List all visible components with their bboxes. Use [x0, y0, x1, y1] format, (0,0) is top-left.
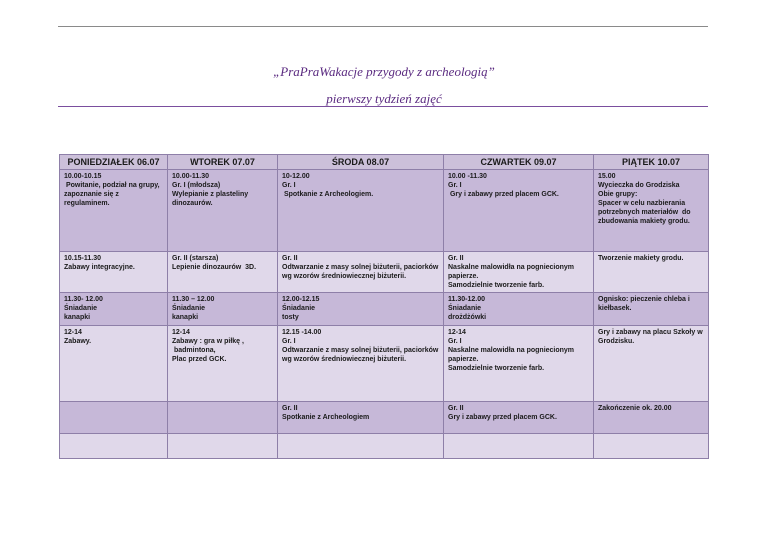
schedule-cell-wednesday — [278, 170, 444, 252]
schedule-cell-monday — [60, 326, 168, 402]
cell-text-line: 10.00 -11.30 — [448, 173, 487, 180]
cell-text-line: Gr. II — [282, 255, 298, 262]
schedule-cell-thursday — [444, 170, 594, 252]
cell-text-line: Odtwarzanie z masy solnej biżuterii, paciorków wg wzorów średniowiecznej biżuterii. — [282, 264, 441, 280]
header-day-wednesday: ŚRODA 08.07 — [278, 155, 444, 170]
schedule-row — [60, 402, 709, 434]
schedule-cell-thursday — [444, 434, 594, 459]
cell-text-line: Gry i zabawy na placu Szkoły w Grodzisku. — [598, 329, 705, 345]
cell-text-line: 10.00-11.30 — [172, 173, 209, 180]
header-day-monday: PONIEDZIAŁEK 06.07 — [60, 155, 168, 170]
schedule-cell-tuesday — [168, 293, 278, 326]
cell-text-line: Odtwarzanie z masy solnej biżuterii, paciorków wg wzorów średniowiecznej biżuterii. — [282, 347, 441, 363]
schedule-cell-wednesday — [278, 252, 444, 293]
cell-text-line: 15.00 — [598, 173, 616, 180]
schedule-cell-tuesday — [168, 434, 278, 459]
cell-text-line: Gr. I — [448, 182, 462, 189]
cell-text-line: kanapki — [172, 314, 199, 321]
cell-text-line: 12.15 -14.00 — [282, 329, 322, 336]
cell-text-line: 11.30 – 12.00 — [172, 296, 215, 303]
cell-text-line: 12.00-12.15 — [282, 296, 320, 303]
cell-text-line: Ognisko: pieczenie chleba i kiełbasek. — [598, 296, 692, 312]
schedule-cell-friday — [594, 326, 709, 402]
schedule-cell-thursday — [444, 293, 594, 326]
cell-text-line: Samodzielnie tworzenie farb. — [448, 282, 545, 289]
cell-text-line: Spotkanie z Archeologiem. — [282, 191, 374, 198]
schedule-cell-friday — [594, 402, 709, 434]
cell-text-line: Tworzenie makiety grodu. — [598, 255, 684, 262]
schedule-cell-tuesday — [168, 326, 278, 402]
cell-text-line: Wycieczka do Grodziska — [598, 182, 680, 189]
schedule-cell-monday — [60, 434, 168, 459]
cell-text-line: Lepienie dinozaurów 3D. — [172, 264, 257, 271]
cell-text-line: badmintona, — [172, 347, 216, 354]
cell-text-line: 11.30- 12.00 — [64, 296, 103, 303]
cell-text-line: Śniadanie — [282, 305, 316, 312]
schedule-cell-thursday — [444, 326, 594, 402]
schedule-cell-wednesday — [278, 434, 444, 459]
cell-text-line: Gry i zabawy przed placem GCK. — [448, 414, 557, 421]
cell-text-line: Gry i zabawy przed placem GCK. — [448, 191, 559, 198]
cell-text-line: Wylepianie z plasteliny dinozaurów. — [172, 191, 251, 207]
schedule-cell-monday — [60, 252, 168, 293]
header-day-thursday: CZWARTEK 09.07 — [444, 155, 594, 170]
cell-text-line: tosty — [282, 314, 299, 321]
schedule-row — [60, 170, 709, 252]
cell-text-line: Naskalne malowidła na pogniecionym papierze. — [448, 264, 576, 280]
document-subtitle: pierwszy tydzień zajęć — [326, 91, 442, 106]
cell-text-line: 12-14 — [172, 329, 190, 336]
schedule-cell-friday — [594, 170, 709, 252]
cell-text-line: Śniadanie — [64, 305, 98, 312]
schedule-cell-friday — [594, 252, 709, 293]
cell-text-line: 11.30-12.00 — [448, 296, 485, 303]
cell-text-line: Obie grupy: — [598, 191, 638, 198]
cell-text-line: Zakończenie ok. 20.00 — [598, 405, 672, 412]
cell-text-line: 12-14 — [64, 329, 82, 336]
top-rule — [58, 26, 708, 27]
schedule-cell-wednesday — [278, 402, 444, 434]
schedule-row — [60, 326, 709, 402]
schedule-row — [60, 252, 709, 293]
header-day-friday: PIĄTEK 10.07 — [594, 155, 709, 170]
cell-text-line: Zabawy integracyjne. — [64, 264, 135, 271]
title-rule — [58, 106, 708, 107]
cell-text-line: Gr. I — [282, 338, 296, 345]
schedule-cell-thursday — [444, 252, 594, 293]
cell-text-line: Śniadanie — [172, 305, 206, 312]
schedule-cell-tuesday — [168, 252, 278, 293]
cell-text-line: Zabawy : gra w piłkę , — [172, 338, 244, 345]
cell-text-line: Spotkanie z Archeologiem — [282, 414, 370, 421]
cell-text-line: 10-12.00 — [282, 173, 310, 180]
schedule-cell-friday — [594, 293, 709, 326]
schedule-cell-monday — [60, 170, 168, 252]
cell-text-line: kanapki — [64, 314, 91, 321]
schedule-cell-wednesday — [278, 293, 444, 326]
cell-text-line: Zabawy. — [64, 338, 92, 345]
schedule-cell-monday — [60, 293, 168, 326]
cell-text-line: Naskalne malowidła na pogniecionym papierze. — [448, 347, 576, 363]
cell-text-line: Gr. II — [282, 405, 298, 412]
cell-text-line: Gr. I — [448, 338, 462, 345]
cell-text-line: Samodzielnie tworzenie farb. — [448, 365, 545, 372]
cell-text-line: Gr. II — [448, 405, 464, 412]
cell-text-line: Spacer w celu nazbierania potrzebnych materiałów do zbudowania makiety grodu. — [598, 200, 693, 225]
schedule-body — [60, 170, 709, 459]
schedule-cell-wednesday — [278, 326, 444, 402]
schedule-cell-monday — [60, 402, 168, 434]
header-day-tuesday: WTOREK 07.07 — [168, 155, 278, 170]
schedule-cell-tuesday — [168, 402, 278, 434]
cell-text-line: Gr. II (starsza) — [172, 255, 219, 262]
cell-text-line: 10.15-11.30 — [64, 255, 101, 262]
cell-text-line: Powitanie, podział na grupy, zapoznanie się z regulaminem. — [64, 182, 162, 207]
cell-text-line: 12-14 — [448, 329, 466, 336]
cell-text-line: Gr. I — [282, 182, 296, 189]
cell-text-line: drożdżówki — [448, 314, 487, 321]
cell-text-line: Plac przed GCK. — [172, 356, 227, 363]
cell-text-line: Gr. I (młodsza) — [172, 182, 221, 189]
schedule-cell-tuesday — [168, 170, 278, 252]
schedule-cell-friday — [594, 434, 709, 459]
schedule-row — [60, 293, 709, 326]
cell-text-line: Śniadanie — [448, 305, 482, 312]
document-title: „PraPraWakacje przygody z archeologią” — [273, 64, 495, 79]
schedule-row — [60, 434, 709, 459]
cell-text-line: Gr. II — [448, 255, 464, 262]
schedule-cell-thursday — [444, 402, 594, 434]
schedule-table — [59, 154, 709, 459]
cell-text-line: 10.00-10.15 — [64, 173, 102, 180]
